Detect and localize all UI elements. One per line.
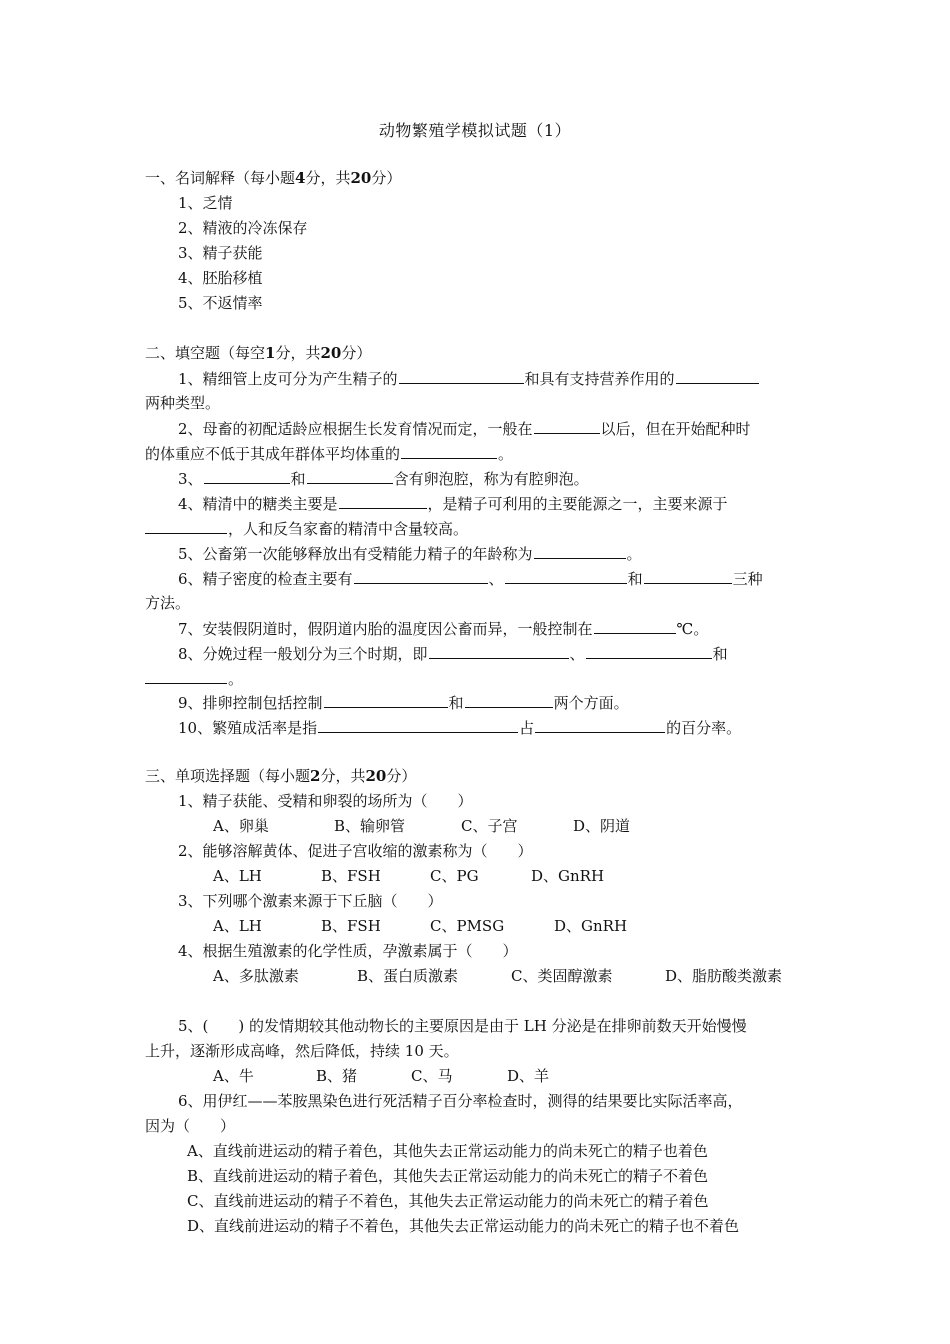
- option-b[interactable]: B、输卵管: [334, 817, 406, 835]
- q-text: ，人和反刍家畜的精清中含量较高。: [228, 520, 469, 538]
- choice-q1-options: [213, 816, 630, 836]
- option-d[interactable]: D、GnRH: [554, 917, 628, 935]
- choice-q1: 1、精子获能、受精和卵裂的场所为（ ）: [178, 792, 473, 810]
- heading-text: 分，共: [275, 344, 321, 362]
- answer-blank[interactable]: [401, 443, 497, 459]
- answer-blank[interactable]: [354, 568, 488, 584]
- heading-score: 2: [310, 767, 321, 785]
- heading-text: 分）: [341, 344, 372, 362]
- term-item: 2、精液的冷冻保存: [178, 219, 308, 237]
- choice-q6-cont: 因为（ ）: [145, 1117, 236, 1135]
- q-text: 1、精细管上皮可分为产生精子的: [178, 370, 398, 388]
- heading-total: 20: [365, 767, 387, 785]
- q-text: 以后，但在开始配种时: [600, 420, 751, 438]
- choice-q2: 2、能够溶解黄体、促进子宫收缩的激素称为（ ）: [178, 842, 533, 860]
- q-text: 3、: [178, 470, 203, 488]
- q-text: 含有卵泡腔，称为有腔卵泡。: [393, 470, 589, 488]
- answer-blank[interactable]: [534, 543, 626, 559]
- section-2-heading: [145, 343, 371, 363]
- q-text: 6、精子密度的检查主要有: [178, 570, 353, 588]
- choice-q3: 3、下列哪个激素来源于下丘脑（ ）: [178, 892, 443, 910]
- q-text: 两个方面。: [553, 694, 629, 712]
- option-d[interactable]: D、直线前进运动的精子不着色，其他失去正常运动能力的尚未死亡的精子也不着色: [187, 1217, 740, 1235]
- q-text: 8、分娩过程一般划分为三个时期，即: [178, 645, 428, 663]
- q-text: 。: [228, 670, 244, 688]
- choice-q2-options: [213, 866, 604, 886]
- choice-q5: 5、( ) 的发情期较其他动物长的主要原因是由于 LH 分泌是在排卵前数天开始慢慢: [178, 1017, 747, 1035]
- fill-q4-cont: [145, 518, 468, 539]
- option-c[interactable]: C、子宫: [461, 817, 518, 835]
- option-d[interactable]: D、羊: [507, 1067, 550, 1085]
- fill-q3: [178, 468, 589, 489]
- option-b[interactable]: B、猪: [316, 1067, 358, 1085]
- answer-blank[interactable]: [318, 717, 518, 733]
- choice-q4-options: [213, 966, 782, 986]
- choice-q5-options: [213, 1066, 549, 1086]
- answer-blank[interactable]: [594, 618, 676, 634]
- answer-blank[interactable]: [399, 368, 524, 384]
- option-c[interactable]: C、类固醇激素: [511, 967, 613, 985]
- option-d[interactable]: D、脂肪酸类激素: [665, 967, 783, 985]
- heading-text: 分，共: [305, 169, 351, 187]
- option-b[interactable]: B、FSH: [321, 917, 381, 935]
- heading-text: 分）: [386, 767, 417, 785]
- fill-q8-cont: [145, 668, 243, 689]
- term-item: 5、不返情率: [178, 294, 263, 312]
- heading-text: 分）: [371, 169, 402, 187]
- q-text: 10、繁殖成活率是指: [178, 719, 318, 737]
- answer-blank[interactable]: [339, 493, 427, 509]
- q-text: 、: [488, 570, 504, 588]
- q-text: 和具有支持营养作用的: [524, 370, 675, 388]
- heading-text: 二、填空题（每空: [145, 344, 266, 362]
- option-d[interactable]: D、阴道: [573, 817, 631, 835]
- q-text: 和: [448, 694, 464, 712]
- fill-q4: [178, 493, 728, 514]
- fill-q1: [178, 368, 760, 389]
- q-text: 和: [712, 645, 728, 663]
- fill-q1-cont: 两种类型。: [145, 394, 221, 412]
- q-text: 4、精清中的糖类主要是: [178, 495, 338, 513]
- q-text: 5、公畜第一次能够释放出有受精能力精子的年龄称为: [178, 545, 533, 563]
- fill-q6-cont: 方法。: [145, 594, 191, 612]
- answer-blank[interactable]: [429, 643, 569, 659]
- answer-blank[interactable]: [324, 692, 448, 708]
- option-b[interactable]: B、FSH: [321, 867, 381, 885]
- fill-q2: [178, 418, 751, 439]
- fill-q9: [178, 692, 629, 713]
- page-title: 动物繁殖学模拟试题（1）: [378, 121, 572, 140]
- heading-score: 4: [295, 169, 306, 187]
- heading-total: 20: [320, 344, 342, 362]
- choice-q6: 6、用伊红——苯胺黑染色进行死活精子百分率检查时，测得的结果要比实际活率高，: [178, 1092, 743, 1110]
- heading-text: 分，共: [320, 767, 366, 785]
- answer-blank[interactable]: [586, 643, 712, 659]
- q-text: ℃。: [676, 620, 709, 638]
- option-c[interactable]: C、直线前进运动的精子不着色，其他失去正常运动能力的尚未死亡的精子着色: [187, 1192, 709, 1210]
- q-text: 和: [627, 570, 643, 588]
- q-text: 7、安装假阴道时，假阴道内胎的温度因公畜而异，一般控制在: [178, 620, 593, 638]
- answer-blank[interactable]: [204, 468, 290, 484]
- option-c[interactable]: C、PG: [430, 867, 479, 885]
- heading-score: 1: [265, 344, 276, 362]
- choice-q5-cont: 上升，逐渐形成高峰，然后降低，持续 10 天。: [145, 1042, 459, 1060]
- option-a[interactable]: A、LH: [213, 917, 262, 935]
- heading-total: 20: [350, 169, 372, 187]
- q-text: 的体重应不低于其成年群体平均体重的: [145, 445, 401, 463]
- q-text: ，是精子可利用的主要能源之一，主要来源于: [427, 495, 728, 513]
- answer-blank[interactable]: [534, 418, 600, 434]
- q-text: 三种: [732, 570, 763, 588]
- option-b[interactable]: B、直线前进运动的精子着色，其他失去正常运动能力的尚未死亡的精子不着色: [187, 1167, 709, 1185]
- term-item: 4、胚胎移植: [178, 269, 263, 287]
- option-c[interactable]: C、马: [411, 1067, 453, 1085]
- term-item: 1、乏情: [178, 194, 233, 212]
- option-a[interactable]: A、直线前进运动的精子着色，其他失去正常运动能力的尚未死亡的精子也着色: [187, 1142, 708, 1160]
- answer-blank[interactable]: [307, 468, 393, 484]
- section-3-heading: [145, 766, 416, 786]
- q-text: 、: [569, 645, 585, 663]
- option-c[interactable]: C、PMSG: [430, 917, 505, 935]
- fill-q8: [178, 643, 728, 664]
- answer-blank[interactable]: [644, 568, 732, 584]
- term-item: 3、精子获能: [178, 244, 263, 262]
- heading-text: 一、名词解释（每小题: [145, 169, 296, 187]
- fill-q7: [178, 618, 708, 639]
- option-a[interactable]: A、LH: [213, 867, 262, 885]
- fill-q5: [178, 543, 642, 564]
- q-text: 9、排卵控制包括控制: [178, 694, 323, 712]
- answer-blank[interactable]: [676, 368, 759, 384]
- q-text: 和: [290, 470, 306, 488]
- section-1-heading: [145, 168, 401, 188]
- heading-text: 三、单项选择题（每小题: [145, 767, 311, 785]
- q-text: 2、母畜的初配适龄应根据生长发育情况而定，一般在: [178, 420, 533, 438]
- option-d[interactable]: D、GnRH: [531, 867, 605, 885]
- fill-q2-cont: [145, 443, 513, 464]
- answer-blank[interactable]: [465, 692, 553, 708]
- option-a[interactable]: A、卵巢: [213, 817, 269, 835]
- q-text: 。: [498, 445, 514, 463]
- choice-q4: 4、根据生殖激素的化学性质，孕激素属于（ ）: [178, 942, 518, 960]
- answer-blank[interactable]: [535, 717, 665, 733]
- answer-blank[interactable]: [145, 518, 227, 534]
- option-b[interactable]: B、蛋白质激素: [357, 967, 459, 985]
- answer-blank[interactable]: [505, 568, 627, 584]
- q-text: 占: [519, 719, 535, 737]
- fill-q6: [178, 568, 763, 589]
- fill-q10: [178, 717, 741, 738]
- option-a[interactable]: A、多肽激素: [213, 967, 299, 985]
- option-a[interactable]: A、牛: [213, 1067, 254, 1085]
- q-text: 的百分率。: [666, 719, 742, 737]
- choice-q3-options: [213, 916, 627, 936]
- q-text: 。: [626, 545, 642, 563]
- answer-blank[interactable]: [145, 668, 227, 684]
